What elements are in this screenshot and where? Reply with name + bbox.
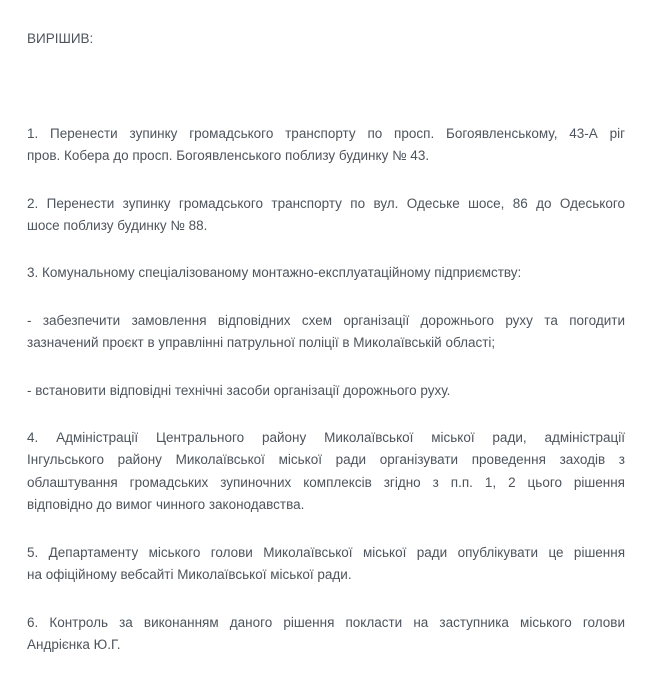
paragraph-line: - забезпечити замовлення відповідних схем організації дорожнього руху та погодити	[27, 312, 625, 328]
paragraph-line: шосе поблизу будинку № 88.	[27, 218, 208, 234]
decision-heading: ВИРІШИВ:	[27, 31, 94, 46]
paragraph-line: відповідно до вимог чинного законодавства.	[27, 497, 305, 513]
paragraph-line: 4. Адміністрації Центрального району Миколаївської міської ради, адміністрації	[27, 430, 625, 446]
paragraph	[27, 427, 625, 517]
paragraph-line: 3. Комунальному спеціалізованому монтажно-експлуатаційному підприємству:	[27, 265, 522, 281]
paragraph-line: 5. Департаменту міського голови Миколаївської міської ради опублікувати це рішення	[27, 544, 625, 560]
paragraph-line: 1. Перенести зупинку громадського транспорту по просп. Богоявленському, 43-А ріг	[27, 125, 625, 141]
paragraph-line: Андрієнка Ю.Г.	[27, 636, 121, 652]
paragraph-line: облаштування громадських зупиночних комплексів згідно з п.п. 1, 2 цього рішення	[27, 474, 625, 490]
paragraph	[27, 542, 625, 587]
paragraph-line: зазначений проєкт в управлінні патрульної поліції в Миколаївській області;	[27, 335, 496, 351]
paragraph-line: Інгульського району Миколаївської міської ради організувати проведення заходів з	[27, 452, 625, 468]
paragraph-line	[27, 75, 625, 97]
paragraph-line: 6. Контроль за виконанням даного рішення покласти на заступника міського голови	[27, 614, 625, 630]
paragraph	[27, 380, 625, 402]
paragraph-list	[27, 75, 625, 656]
paragraph	[27, 193, 625, 238]
paragraph	[27, 310, 625, 355]
paragraph-line: 2. Перенести зупинку громадського транспорту по вул. Одеське шосе, 86 до Одеського	[27, 195, 625, 211]
paragraph	[27, 612, 625, 657]
paragraph	[27, 75, 625, 97]
paragraph-line: - встановити відповідні технічні засоби організації дорожнього руху.	[27, 382, 451, 398]
paragraph-line: на офіційному вебсайті Миколаївської міської ради.	[27, 567, 352, 583]
paragraph	[27, 123, 625, 168]
paragraph	[27, 262, 625, 284]
paragraph-line: пров. Кобера до просп. Богоявленського поблизу будинку № 43.	[27, 148, 430, 164]
